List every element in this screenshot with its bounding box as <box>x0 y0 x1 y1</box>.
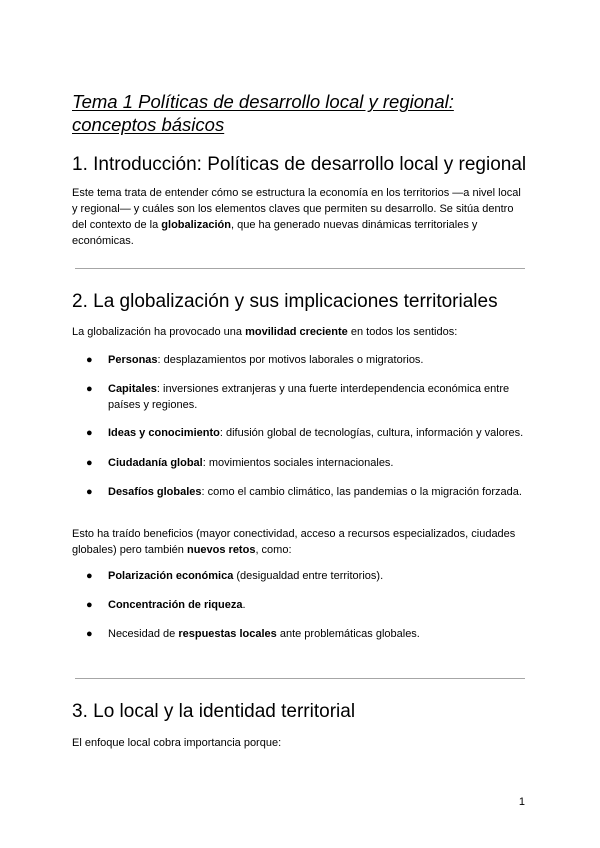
bullet-icon: ● <box>86 427 93 439</box>
list-item: ● Ciudadanía global: movimientos sociales internacionales. <box>86 457 394 469</box>
section-2-intro: La globalización ha provocado una movilidad creciente en todos los sentidos: <box>72 326 458 338</box>
bullet-icon: ● <box>86 570 93 582</box>
section-2-paragraph: Esto ha traído beneficios (mayor conectividad, acceso a recursos especializados, ciudades globales) pero también nuevos retos, como: <box>72 528 516 556</box>
section-1-intro: Este tema trata de entender cómo se estructura la economía en los territorios —a nivel local y regional— y cuáles son los elementos claves que permiten su desarrollo. Se sitúa dentro del contexto de la globalización, que ha generado nuevas dinámicas territoriales y económicas. <box>72 187 521 247</box>
section-1-heading: 1. Introducción: Políticas de desarrollo local y regional <box>72 154 527 175</box>
section-2-heading: 2. La globalización y sus implicaciones territoriales <box>72 291 498 312</box>
list-item: ● Concentración de riqueza. <box>86 599 246 611</box>
document-title-line-2: conceptos básicos <box>72 114 225 135</box>
bullet-icon: ● <box>86 354 93 366</box>
section-divider <box>75 268 525 269</box>
list-item: ● Capitales: inversiones extranjeras y una fuerte interdependencia económica entre países y regiones. <box>86 383 510 411</box>
bullet-icon: ● <box>86 486 93 498</box>
section-3-intro: El enfoque local cobra importancia porque: <box>72 737 282 749</box>
section-3-heading: 3. Lo local y la identidad territorial <box>72 701 356 722</box>
bullet-icon: ● <box>86 383 93 395</box>
list-item: ● Necesidad de respuestas locales ante problemáticas globales. <box>86 628 420 640</box>
bullet-icon: ● <box>86 599 93 611</box>
section-divider <box>75 678 525 679</box>
list-item: ● Ideas y conocimiento: difusión global de tecnologías, cultura, información y valores. <box>86 427 524 439</box>
page-number: 1 <box>518 796 525 808</box>
list-item: ● Personas: desplazamientos por motivos laborales o migratorios. <box>86 354 424 366</box>
document-title <box>72 90 454 136</box>
list-item: ● Polarización económica (desigualdad entre territorios). <box>86 570 384 582</box>
bullet-icon: ● <box>86 457 93 469</box>
document-title-line-1: Tema 1 Políticas de desarrollo local y regional: <box>72 91 454 112</box>
list-item: ● Desafíos globales: como el cambio climático, las pandemias o la migración forzada. <box>86 486 522 498</box>
bullet-icon: ● <box>86 628 93 640</box>
